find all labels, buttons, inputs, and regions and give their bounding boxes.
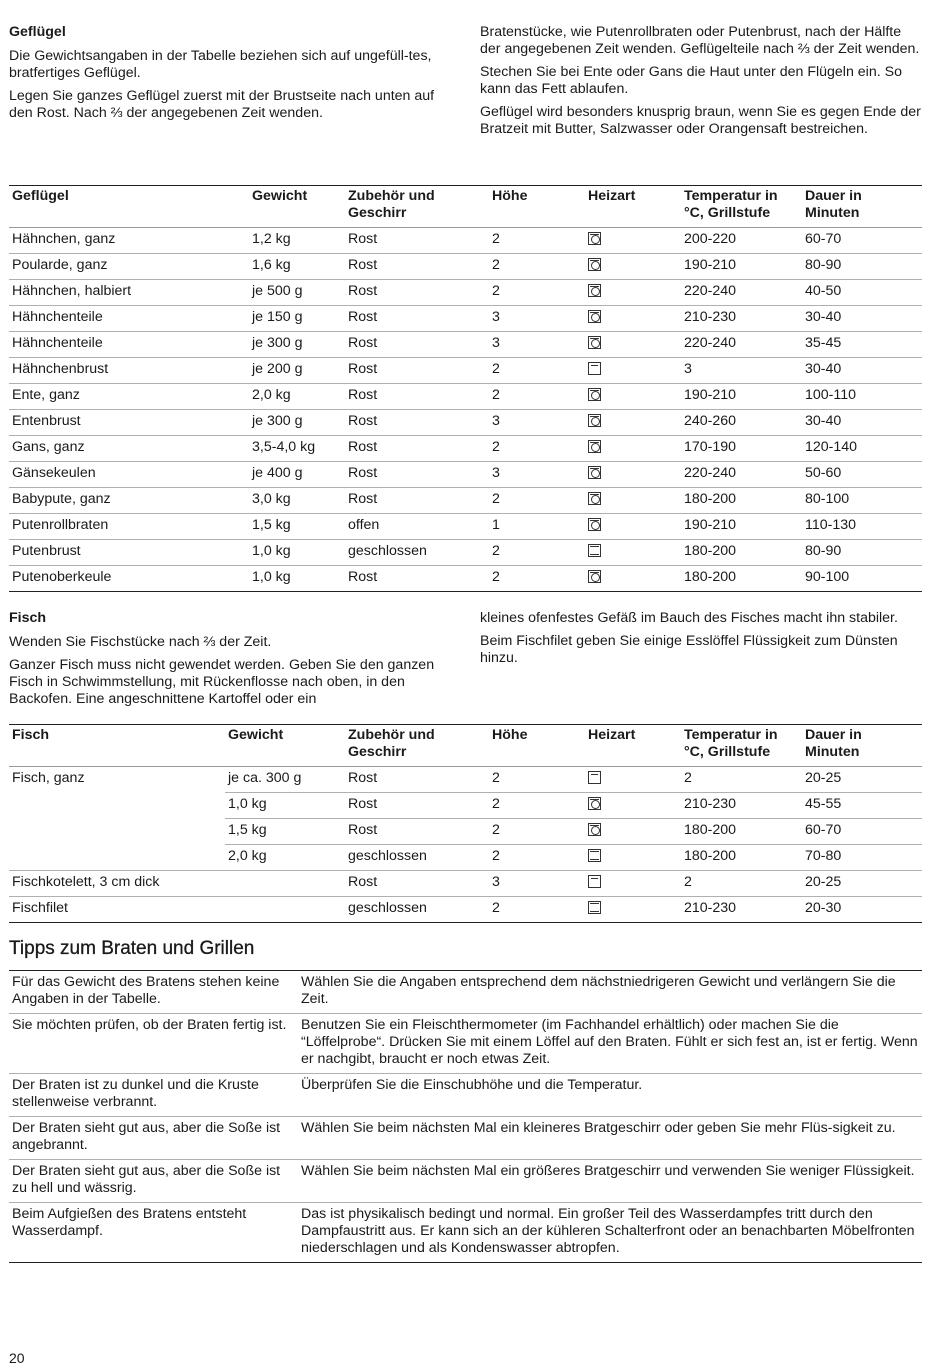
- fan-heating-icon: [588, 232, 601, 245]
- table-cell: 2: [489, 540, 585, 566]
- table-cell: Rost: [345, 254, 489, 280]
- table-cell: 90-100: [805, 569, 850, 585]
- tip-row: [9, 1014, 922, 1074]
- table-row: [9, 228, 922, 254]
- table-cell: je 300 g: [249, 332, 345, 358]
- fan-heating-icon: [588, 823, 601, 836]
- grill-heating-icon: [588, 771, 601, 784]
- poultry-right-text: [480, 24, 922, 144]
- column-header: Höhe: [489, 725, 585, 767]
- table-cell: 1,5 kg: [249, 514, 345, 540]
- table-cell: 120-140: [802, 436, 922, 462]
- heating-mode-cell: [585, 767, 681, 793]
- table-cell: 180-200: [684, 569, 737, 585]
- tip-row: [9, 1074, 922, 1117]
- table-cell: 60-70: [802, 819, 922, 845]
- table-cell: Gans, ganz: [9, 436, 249, 462]
- table-cell: Gänsekeulen: [9, 462, 249, 488]
- fish-left-text: [9, 634, 459, 708]
- table-cell: geschlossen: [345, 540, 489, 566]
- table-cell: 2,0 kg: [249, 384, 345, 410]
- tip-row: [9, 971, 922, 1014]
- table-row: [9, 332, 922, 358]
- table-cell: je 200 g: [249, 358, 345, 384]
- table-cell: Hähnchen, halbiert: [9, 280, 249, 306]
- table-cell: Rost: [345, 332, 489, 358]
- table-row: [9, 462, 922, 488]
- table-cell: 180-200: [681, 540, 802, 566]
- table-cell: 20-30: [805, 900, 842, 916]
- table-row: [9, 845, 922, 871]
- table-cell: 210-230: [681, 793, 802, 819]
- heating-mode-cell: [585, 384, 681, 410]
- table-cell: 190-210: [681, 514, 802, 540]
- tip-solution: Wählen Sie die Angaben entsprechend dem nächstniedrigeren Gewicht und verlängern Sie die Zeit.: [298, 971, 922, 1014]
- column-header: Temperatur in °C, Grillstufe: [681, 725, 802, 767]
- column-header: Gewicht: [225, 725, 345, 767]
- table-cell: 2,0 kg: [225, 845, 345, 871]
- table-cell: Rost: [345, 358, 489, 384]
- heating-mode-cell: [585, 845, 681, 871]
- poultry-left-text: [9, 48, 459, 122]
- table-cell: [9, 793, 225, 819]
- table-cell: 1,5 kg: [225, 819, 345, 845]
- tip-problem: Sie möchten prüfen, ob der Braten fertig ist.: [9, 1014, 298, 1074]
- paragraph: Beim Fischfilet geben Sie einige Esslöffel Flüssigkeit zum Dünsten hinzu.: [480, 633, 898, 666]
- tip-solution: Wählen Sie beim nächsten Mal ein kleineres Bratgeschirr oder geben Sie mehr Flüs-sigkeit zu.: [298, 1117, 922, 1160]
- heating-mode-cell: [585, 358, 681, 384]
- column-header: Geflügel: [9, 186, 249, 228]
- table-cell: Rost: [345, 384, 489, 410]
- table-cell: Entenbrust: [9, 410, 249, 436]
- column-header: Temperatur in °C, Grillstufe: [681, 186, 802, 228]
- fish-right-text: [480, 610, 922, 714]
- heating-mode-cell: [585, 488, 681, 514]
- table-row: [9, 819, 922, 845]
- table-cell: Putenbrust: [9, 540, 249, 566]
- fish-section: [9, 610, 922, 714]
- column-header: Fisch: [9, 725, 225, 767]
- table-cell: je 500 g: [249, 280, 345, 306]
- table-cell: 20-25: [802, 871, 922, 897]
- fan-heating-icon: [588, 284, 601, 297]
- table-cell: Hähnchen, ganz: [9, 228, 249, 254]
- fan-heating-icon: [588, 258, 601, 271]
- fan-heating-icon: [588, 797, 601, 810]
- table-cell: 210-230: [684, 900, 737, 916]
- tip-row: [9, 1160, 922, 1203]
- poultry-section: [9, 24, 922, 144]
- table-cell: Hähnchenbrust: [9, 358, 249, 384]
- top-bottom-heating-icon: [588, 901, 601, 914]
- heating-mode-cell: [585, 540, 681, 566]
- table-row: [9, 767, 922, 793]
- table-cell: 40-50: [802, 280, 922, 306]
- paragraph: Legen Sie ganzes Geflügel zuerst mit der Brustseite nach unten auf den Rost. Nach ⅔ der angegebenen Zeit wenden.: [9, 88, 435, 121]
- top-bottom-heating-icon: [588, 544, 601, 557]
- table-cell: 60-70: [802, 228, 922, 254]
- table-cell: 1,6 kg: [249, 254, 345, 280]
- table-cell: 1,0 kg: [225, 793, 345, 819]
- heating-mode-cell: [585, 306, 681, 332]
- table-row: [9, 540, 922, 566]
- heating-mode-cell: [585, 819, 681, 845]
- paragraph: kleines ofenfestes Gefäß im Bauch des Fisches macht ihn stabiler.: [480, 610, 898, 626]
- table-row: [9, 566, 922, 592]
- table-cell: je 300 g: [249, 410, 345, 436]
- table-row: [9, 384, 922, 410]
- table-cell: Putenrollbraten: [9, 514, 249, 540]
- table-cell: 3: [489, 462, 585, 488]
- table-cell: Rost: [345, 488, 489, 514]
- heating-mode-cell: [585, 871, 681, 897]
- table-cell: 35-45: [802, 332, 922, 358]
- table-cell: 2: [681, 871, 802, 897]
- table-cell: 210-230: [681, 306, 802, 332]
- table-cell: Rost: [345, 462, 489, 488]
- fan-heating-icon: [588, 466, 601, 479]
- table-cell: 80-90: [802, 254, 922, 280]
- heating-mode-cell: [585, 228, 681, 254]
- table-cell: 220-240: [681, 332, 802, 358]
- column-header: Heizart: [585, 186, 681, 228]
- column-header: Dauer in Minuten: [802, 725, 922, 767]
- table-cell: 2: [489, 819, 585, 845]
- table-cell: geschlossen: [345, 845, 489, 871]
- column-header: Zubehör und Geschirr: [345, 186, 489, 228]
- table-cell: 50-60: [802, 462, 922, 488]
- table-cell: geschlossen: [348, 900, 427, 916]
- table-cell: Rost: [345, 793, 489, 819]
- table-cell: 30-40: [802, 306, 922, 332]
- table-cell: [9, 819, 225, 845]
- table-cell: [9, 845, 225, 871]
- table-cell: 30-40: [802, 358, 922, 384]
- paragraph: Ganzer Fisch muss nicht gewendet werden. Geben Sie den ganzen Fisch in Schwimmstellung, mit Rückenflosse nach oben, in den Backofen. Eine angeschnittene Kartoffel oder ein: [9, 657, 435, 707]
- heating-mode-cell: [585, 793, 681, 819]
- table-row: [9, 793, 922, 819]
- table-cell: Rost: [345, 871, 489, 897]
- grill-heating-icon: [588, 875, 601, 888]
- fish-table: [9, 724, 922, 923]
- column-header: Zubehör und Geschirr: [345, 725, 489, 767]
- tips-title: Tipps zum Braten und Grillen: [9, 938, 255, 959]
- table-cell: je ca. 300 g: [225, 767, 345, 793]
- table-cell: Rost: [348, 569, 378, 585]
- table-cell: 2: [489, 488, 585, 514]
- table-cell: 190-210: [681, 254, 802, 280]
- tip-problem: Der Braten ist zu dunkel und die Kruste stellenweise verbrannt.: [9, 1074, 298, 1117]
- table-cell: 2: [489, 254, 585, 280]
- table-row: [9, 280, 922, 306]
- tip-solution: Überprüfen Sie die Einschubhöhe und die Temperatur.: [298, 1074, 922, 1117]
- poultry-table: [9, 185, 922, 592]
- table-cell: 180-200: [681, 819, 802, 845]
- table-cell: 2: [492, 569, 500, 585]
- column-header: Dauer in Minuten: [802, 186, 922, 228]
- fan-heating-icon: [588, 440, 601, 453]
- table-cell: 2: [489, 793, 585, 819]
- grill-heating-icon: [588, 362, 601, 375]
- table-cell: 180-200: [681, 845, 802, 871]
- table-cell: Rost: [345, 410, 489, 436]
- table-row: [9, 897, 922, 923]
- table-cell: 2: [681, 767, 802, 793]
- table-cell: 2: [489, 436, 585, 462]
- table-cell: Hähnchenteile: [9, 332, 249, 358]
- heating-mode-cell: [585, 332, 681, 358]
- table-cell: 2: [489, 767, 585, 793]
- table-cell: Fisch, ganz: [12, 770, 85, 786]
- tip-row: [9, 1203, 922, 1263]
- table-cell: Babypute, ganz: [9, 488, 249, 514]
- tip-row: [9, 1117, 922, 1160]
- table-cell: 3: [489, 410, 585, 436]
- table-cell: Rost: [345, 819, 489, 845]
- table-cell: 30-40: [802, 410, 922, 436]
- table-cell: 3: [489, 871, 585, 897]
- table-row: [9, 306, 922, 332]
- table-cell: Fischfilet: [12, 900, 68, 916]
- tip-problem: Für das Gewicht des Bratens stehen keine Angaben in der Tabelle.: [9, 971, 298, 1014]
- table-cell: Rost: [345, 436, 489, 462]
- fan-heating-icon: [588, 518, 601, 531]
- table-cell: 80-100: [802, 488, 922, 514]
- table-cell: 100-110: [802, 384, 922, 410]
- table-row: [9, 514, 922, 540]
- tip-solution: Das ist physikalisch bedingt und normal. Ein großer Teil des Wasserdampfes tritt durch den Dampfaustritt aus. Er kann sich an der kühleren Schalterfront oder an benachbarten Möbelfronten niederschlagen und als Kondenswasser abtropfen.: [301, 1206, 915, 1256]
- table-cell: Putenoberkeule: [12, 569, 112, 585]
- table-cell: 3: [681, 358, 802, 384]
- table-cell: 2: [489, 228, 585, 254]
- table-cell: Rost: [345, 280, 489, 306]
- paragraph: Bratenstücke, wie Putenrollbraten oder Putenbrust, nach der Hälfte der angegebenen Zeit wenden. Geflügelteile nach ⅔ der Zeit wenden.: [480, 24, 920, 57]
- paragraph: Wenden Sie Fischstücke nach ⅔ der Zeit.: [9, 634, 272, 650]
- table-cell: 2: [489, 358, 585, 384]
- heating-mode-cell: [585, 897, 681, 923]
- table-cell: 3,5-4,0 kg: [249, 436, 345, 462]
- table-cell: 1,2 kg: [249, 228, 345, 254]
- table-cell: 3: [489, 306, 585, 332]
- table-cell: Ente, ganz: [9, 384, 249, 410]
- table-cell: Fischkotelett, 3 cm dick: [9, 871, 225, 897]
- tips-table: [9, 970, 922, 1263]
- table-cell: Rost: [345, 767, 489, 793]
- heating-mode-cell: [585, 462, 681, 488]
- table-cell: 3,0 kg: [249, 488, 345, 514]
- table-cell: je 150 g: [249, 306, 345, 332]
- tip-solution: Wählen Sie beim nächsten Mal ein größeres Bratgeschirr und verwenden Sie weniger Flüssigkeit.: [298, 1160, 922, 1203]
- table-cell: 240-260: [681, 410, 802, 436]
- tip-problem: Der Braten sieht gut aus, aber die Soße ist zu hell und wässrig.: [9, 1160, 298, 1203]
- table-cell: Poularde, ganz: [9, 254, 249, 280]
- heating-mode-cell: [585, 410, 681, 436]
- table-cell: 110-130: [802, 514, 922, 540]
- column-header: Heizart: [585, 725, 681, 767]
- table-cell: 20-25: [802, 767, 922, 793]
- table-cell: 1: [489, 514, 585, 540]
- tip-problem: Beim Aufgießen des Bratens entsteht Wasserdampf.: [12, 1206, 247, 1239]
- table-cell: 1,0 kg: [249, 540, 345, 566]
- table-cell: je 400 g: [249, 462, 345, 488]
- table-cell: offen: [345, 514, 489, 540]
- table-cell: 190-210: [681, 384, 802, 410]
- fan-heating-icon: [588, 414, 601, 427]
- table-cell: 70-80: [802, 845, 922, 871]
- table-row: [9, 358, 922, 384]
- table-row: [9, 488, 922, 514]
- table-cell: 2: [489, 280, 585, 306]
- tip-solution: Benutzen Sie ein Fleischthermometer (im Fachhandel erhältlich) oder machen Sie die “Löffelprobe“. Drücken Sie mit einem Löffel auf den Braten. Fühlt er sich fest an, ist er fertig. Wenn er nachgibt, braucht er noch etwas Zeit.: [298, 1014, 922, 1074]
- fan-heating-icon: [588, 388, 601, 401]
- top-bottom-heating-icon: [588, 849, 601, 862]
- table-cell: Rost: [345, 228, 489, 254]
- table-cell: 3: [489, 332, 585, 358]
- table-cell: 220-240: [681, 462, 802, 488]
- fan-heating-icon: [588, 492, 601, 505]
- paragraph: Geflügel wird besonders knusprig braun, wenn Sie es gegen Ende der Bratzeit mit Butter, Salzwasser oder Orangensaft bestreichen.: [480, 104, 921, 137]
- table-row: [9, 871, 922, 897]
- heating-mode-cell: [585, 254, 681, 280]
- table-cell: 220-240: [681, 280, 802, 306]
- heating-mode-cell: [585, 436, 681, 462]
- table-cell: Rost: [345, 306, 489, 332]
- fish-title: Fisch: [9, 610, 47, 626]
- heating-mode-cell: [585, 280, 681, 306]
- fan-heating-icon: [588, 570, 601, 583]
- table-cell: 2: [492, 900, 500, 916]
- table-cell: 170-190: [681, 436, 802, 462]
- fan-heating-icon: [588, 336, 601, 349]
- table-cell: 45-55: [802, 793, 922, 819]
- paragraph: Stechen Sie bei Ente oder Gans die Haut unter den Flügeln ein. So kann das Fett ablaufen.: [480, 64, 902, 97]
- paragraph: Die Gewichtsangaben in der Tabelle beziehen sich auf ungefüll-tes, bratfertiges Geflügel.: [9, 48, 432, 81]
- table-cell: [225, 871, 345, 897]
- heating-mode-cell: [585, 514, 681, 540]
- table-row: [9, 410, 922, 436]
- heating-mode-cell: [585, 566, 681, 592]
- column-header: Gewicht: [249, 186, 345, 228]
- column-header: Höhe: [489, 186, 585, 228]
- table-cell: 1,0 kg: [252, 569, 291, 585]
- table-cell: 80-90: [802, 540, 922, 566]
- table-cell: 180-200: [681, 488, 802, 514]
- poultry-title: Geflügel: [9, 24, 66, 40]
- table-cell: Hähnchenteile: [9, 306, 249, 332]
- tip-problem: Der Braten sieht gut aus, aber die Soße ist angebrannt.: [9, 1117, 298, 1160]
- table-cell: 2: [489, 384, 585, 410]
- table-cell: [225, 897, 345, 923]
- page-number: 20: [9, 1350, 25, 1366]
- table-cell: 200-220: [681, 228, 802, 254]
- table-row: [9, 254, 922, 280]
- table-cell: 2: [489, 845, 585, 871]
- fan-heating-icon: [588, 310, 601, 323]
- table-row: [9, 436, 922, 462]
